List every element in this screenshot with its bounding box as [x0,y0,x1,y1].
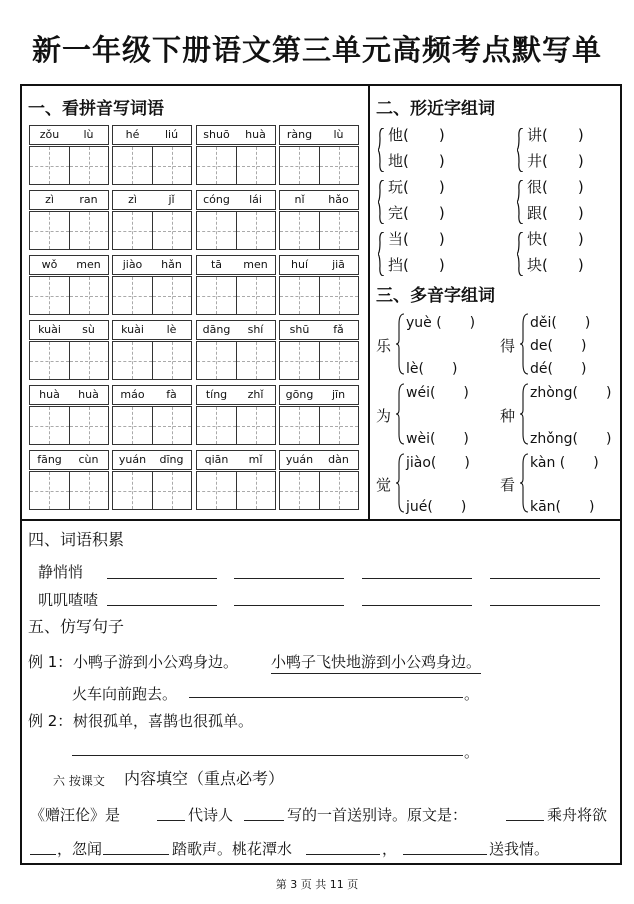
answer-line[interactable] [103,854,169,855]
pinyin-cell [196,190,276,250]
brace-icon [378,180,384,224]
reading-blank[interactable]: děi( ) [530,315,591,331]
writing-box[interactable] [112,471,153,510]
pinyin-cell [196,125,276,185]
pinyin-label [196,385,276,405]
answer-line[interactable] [403,854,487,855]
answer-line[interactable] [362,578,472,579]
section2-heading: 二、形近字组词 [376,99,495,119]
fill-line1-b: 代诗人 [188,806,234,824]
char-blank[interactable]: 讲( ) [527,126,584,144]
example1-label: 例 1： [28,653,73,671]
pinyin-cell [196,450,276,510]
brace-icon [517,128,523,172]
pinyin-cell [29,255,109,315]
pinyin-label [29,190,109,210]
section4-heading: 四、词语积累 [28,530,125,549]
writing-box[interactable] [196,341,237,380]
writing-box[interactable] [112,406,153,445]
pinyin-syllable: fǎ [333,323,344,336]
writing-box[interactable] [112,211,153,250]
brace-icon [517,180,523,224]
writing-box[interactable] [112,341,153,380]
char-blank[interactable]: 块( ) [527,256,584,274]
pinyin-label [29,125,109,145]
pinyin-label [196,190,276,210]
answer-line[interactable] [234,605,344,606]
char-pair [378,124,478,176]
pinyin-syllable: hǎo [328,193,349,206]
writing-box[interactable] [279,406,320,445]
writing-box[interactable] [279,276,320,315]
reading-blank[interactable]: zhǒng( ) [530,431,612,447]
pinyin-syllable: yuán [118,453,147,466]
writing-box[interactable] [152,276,193,315]
pinyin-syllable: huà [39,388,60,401]
pinyin-syllable: kuài [121,323,144,336]
brace-icon [396,452,404,514]
pinyin-label [279,450,359,470]
pinyin-label [112,450,192,470]
pinyin-label [29,320,109,340]
answer-line[interactable] [490,578,600,579]
char-pair [378,228,478,280]
pinyin-label [279,385,359,405]
writing-box[interactable] [196,211,237,250]
pinyin-syllable: wǒ [41,258,58,271]
pinyin-label [279,190,359,210]
pinyin-label [279,255,359,275]
example2-label: 例 2： [28,712,73,730]
pinyin-syllable: zì [45,193,54,206]
pinyin-cell [29,125,109,185]
writing-box[interactable] [69,341,110,380]
word-2: 叽叽喳喳 [38,591,99,609]
pinyin-syllable: dāng [202,323,231,336]
pinyin-label [29,385,109,405]
brace-icon [517,232,523,276]
polyphonic-char: 种 [500,407,516,425]
pinyin-syllable: lái [249,193,262,206]
fill-line2-b: 踏歌声。桃花潭水 [172,840,293,858]
char-pair [517,228,617,280]
pinyin-syllable: jiā [332,258,345,271]
pinyin-cell [29,320,109,380]
pinyin-syllable: jīn [331,388,346,401]
pinyin-syllable: huà [245,128,266,141]
pinyin-label [279,320,359,340]
writing-box[interactable] [319,406,360,445]
writing-box[interactable] [236,276,277,315]
example1-text: 小鸭子游到小公鸡身边。 [73,653,239,671]
pinyin-syllable: gōng [285,388,314,401]
brace-icon [396,382,404,446]
reading-blank[interactable]: jiào( ) [406,455,470,471]
pinyin-label [279,125,359,145]
pinyin-cell [112,320,192,380]
char-pair [517,176,617,228]
brace-icon [378,232,384,276]
reading-blank[interactable]: de( ) [530,338,587,354]
pinyin-syllable: lù [333,128,344,141]
pinyin-syllable: ran [79,193,98,206]
pinyin-syllable: mǐ [248,453,263,466]
pinyin-cell [279,125,359,185]
pinyin-syllable: tíng [205,388,228,401]
writing-box[interactable] [69,211,110,250]
pinyin-syllable: sù [82,323,95,336]
pinyin-syllable: jǐ [168,193,175,206]
writing-box[interactable] [112,146,153,185]
polyphonic-char: 得 [500,337,516,355]
reading-blank[interactable]: kān( ) [530,499,595,515]
writing-box[interactable] [152,406,193,445]
pinyin-cell [112,450,192,510]
brace-icon [520,312,528,376]
writing-box[interactable] [236,211,277,250]
writing-box[interactable] [319,146,360,185]
pinyin-syllable: lù [83,128,94,141]
fill-line2-c: ， [382,840,398,858]
char-blank[interactable]: 他( ) [388,126,445,144]
writing-box[interactable] [69,146,110,185]
char-blank[interactable]: 跟( ) [527,204,584,222]
pinyin-syllable: cóng [203,193,230,206]
reading-blank[interactable]: yuè ( ) [406,315,476,331]
char-blank[interactable]: 当( ) [388,230,445,248]
writing-box[interactable] [319,211,360,250]
answer-line[interactable] [189,697,463,698]
char-blank[interactable]: 地( ) [388,152,445,170]
period: 。 [464,743,480,761]
pinyin-label [112,125,192,145]
pinyin-syllable: shuō [203,128,230,141]
example1-prompt: 火车向前跑去。 [72,685,178,703]
pinyin-label [112,255,192,275]
pinyin-syllable: máo [120,388,145,401]
writing-box[interactable] [29,471,70,510]
char-blank[interactable]: 快( ) [527,230,584,248]
pinyin-cell [112,385,192,445]
pinyin-syllable: jiào [122,258,143,271]
pinyin-cell [112,125,192,185]
reading-blank[interactable]: dé( ) [530,361,587,377]
char-blank[interactable]: 完( ) [388,204,445,222]
writing-box[interactable] [279,471,320,510]
writing-box[interactable] [279,341,320,380]
pinyin-cell [279,255,359,315]
section6-heading: 内容填空（重点必考） [124,769,285,788]
writing-box[interactable] [236,471,277,510]
char-pair [378,176,478,228]
pinyin-syllable: huí [291,258,308,271]
brace-icon [378,128,384,172]
fill-line2-d: 送我情。 [489,840,550,858]
fill-line1-a: 《赠汪伦》是 [30,806,121,824]
writing-box[interactable] [29,406,70,445]
polyphonic-char: 看 [500,476,516,494]
page-footer: 第 3 页 共 11 页 [275,878,359,891]
answer-line[interactable] [72,755,463,756]
pinyin-cell [196,385,276,445]
section6-heading-small: 六 按课文 [53,774,105,788]
writing-box[interactable] [29,341,70,380]
pinyin-syllable: cùn [78,453,99,466]
pinyin-syllable: ràng [286,128,313,141]
example1-model: 小鸭子飞快地游到小公鸡身边。 [271,651,481,674]
pinyin-cell [29,385,109,445]
writing-box[interactable] [319,276,360,315]
writing-box[interactable] [152,341,193,380]
answer-line[interactable] [107,605,217,606]
writing-box[interactable] [152,211,193,250]
column-divider [368,84,370,520]
writing-box[interactable] [69,406,110,445]
pinyin-syllable: men [76,258,101,271]
word-1: 静悄悄 [38,563,84,581]
char-blank[interactable]: 很( ) [527,178,584,196]
section-divider [20,519,622,521]
answer-line[interactable] [30,854,56,855]
polyphonic-char: 乐 [376,337,392,355]
answer-line[interactable] [506,820,544,821]
writing-box[interactable] [279,146,320,185]
pinyin-syllable: shū [289,323,310,336]
page-title: 新一年级下册语文第三单元高频考点默写单 [31,33,602,67]
answer-line[interactable] [244,820,284,821]
pinyin-syllable: shí [247,323,264,336]
reading-blank[interactable]: kàn ( ) [530,455,599,471]
brace-icon [520,452,528,514]
pinyin-cell [112,190,192,250]
pinyin-cell [279,190,359,250]
section1-heading: 一、看拼音写词语 [28,99,164,119]
pinyin-label [196,255,276,275]
writing-box[interactable] [196,471,237,510]
pinyin-label [112,190,192,210]
brace-icon [396,312,404,376]
reading-blank[interactable]: lè( ) [406,361,458,377]
writing-box[interactable] [29,211,70,250]
answer-line[interactable] [107,578,217,579]
answer-line[interactable] [234,578,344,579]
brace-icon [520,382,528,446]
fill-line1-d: 乘舟将欲 [547,806,608,824]
pinyin-label [112,385,192,405]
section3-heading: 三、多音字组词 [376,286,495,306]
polyphonic-char: 为 [376,407,392,425]
writing-box[interactable] [29,276,70,315]
pinyin-syllable: zǒu [39,128,60,141]
polyphonic-char: 觉 [376,476,392,494]
pinyin-label [29,450,109,470]
pinyin-cell [112,255,192,315]
pinyin-syllable: kuài [38,323,61,336]
answer-line[interactable] [490,605,600,606]
pinyin-label [196,320,276,340]
char-blank[interactable]: 井( ) [527,152,584,170]
pinyin-cell [279,450,359,510]
reading-blank[interactable]: zhòng( ) [530,385,612,401]
writing-box[interactable] [279,211,320,250]
pinyin-cell [279,385,359,445]
writing-box[interactable] [152,146,193,185]
reading-blank[interactable]: wèi( ) [406,431,469,447]
writing-box[interactable] [152,471,193,510]
pinyin-label [29,255,109,275]
answer-line[interactable] [306,854,380,855]
pinyin-syllable: zì [128,193,137,206]
reading-blank[interactable]: jué( ) [406,499,467,515]
pinyin-syllable: men [243,258,268,271]
pinyin-syllable: lè [166,323,177,336]
fill-line1-c: 写的一首送别诗。原文是： [287,806,468,824]
example2-text: 树很孤单，喜鹊也很孤单。 [73,712,254,730]
writing-box[interactable] [319,341,360,380]
writing-box[interactable] [112,276,153,315]
pinyin-label [196,450,276,470]
section5-heading: 五、仿写句子 [28,617,125,636]
pinyin-cell [196,320,276,380]
pinyin-syllable: hǎn [161,258,182,271]
pinyin-syllable: qiān [204,453,229,466]
writing-box[interactable] [236,341,277,380]
writing-box[interactable] [196,406,237,445]
pinyin-label [196,125,276,145]
pinyin-syllable: tā [210,258,223,271]
pinyin-syllable: hé [125,128,140,141]
pinyin-syllable: dàn [328,453,349,466]
char-blank[interactable]: 玩( ) [388,178,445,196]
writing-box[interactable] [69,471,110,510]
answer-line[interactable] [362,605,472,606]
writing-box[interactable] [196,146,237,185]
pinyin-cell [29,190,109,250]
writing-box[interactable] [319,471,360,510]
writing-box[interactable] [69,276,110,315]
pinyin-syllable: dīng [159,453,184,466]
pinyin-syllable: huà [78,388,99,401]
writing-box[interactable] [236,406,277,445]
pinyin-syllable: yuán [285,453,314,466]
writing-box[interactable] [236,146,277,185]
pinyin-cell [279,320,359,380]
pinyin-syllable: liú [164,128,179,141]
char-blank[interactable]: 挡( ) [388,256,445,274]
answer-line[interactable] [157,820,185,821]
pinyin-syllable: zhǐ [247,388,264,401]
pinyin-label [112,320,192,340]
reading-blank[interactable]: wéi( ) [406,385,469,401]
char-pair [517,124,617,176]
writing-box[interactable] [196,276,237,315]
pinyin-syllable: fà [166,388,177,401]
pinyin-cell [196,255,276,315]
fill-line2-a: ，忽闻 [57,840,103,858]
pinyin-syllable: nǐ [294,193,305,206]
writing-box[interactable] [29,146,70,185]
pinyin-cell [29,450,109,510]
period: 。 [464,685,480,703]
pinyin-syllable: fāng [37,453,62,466]
